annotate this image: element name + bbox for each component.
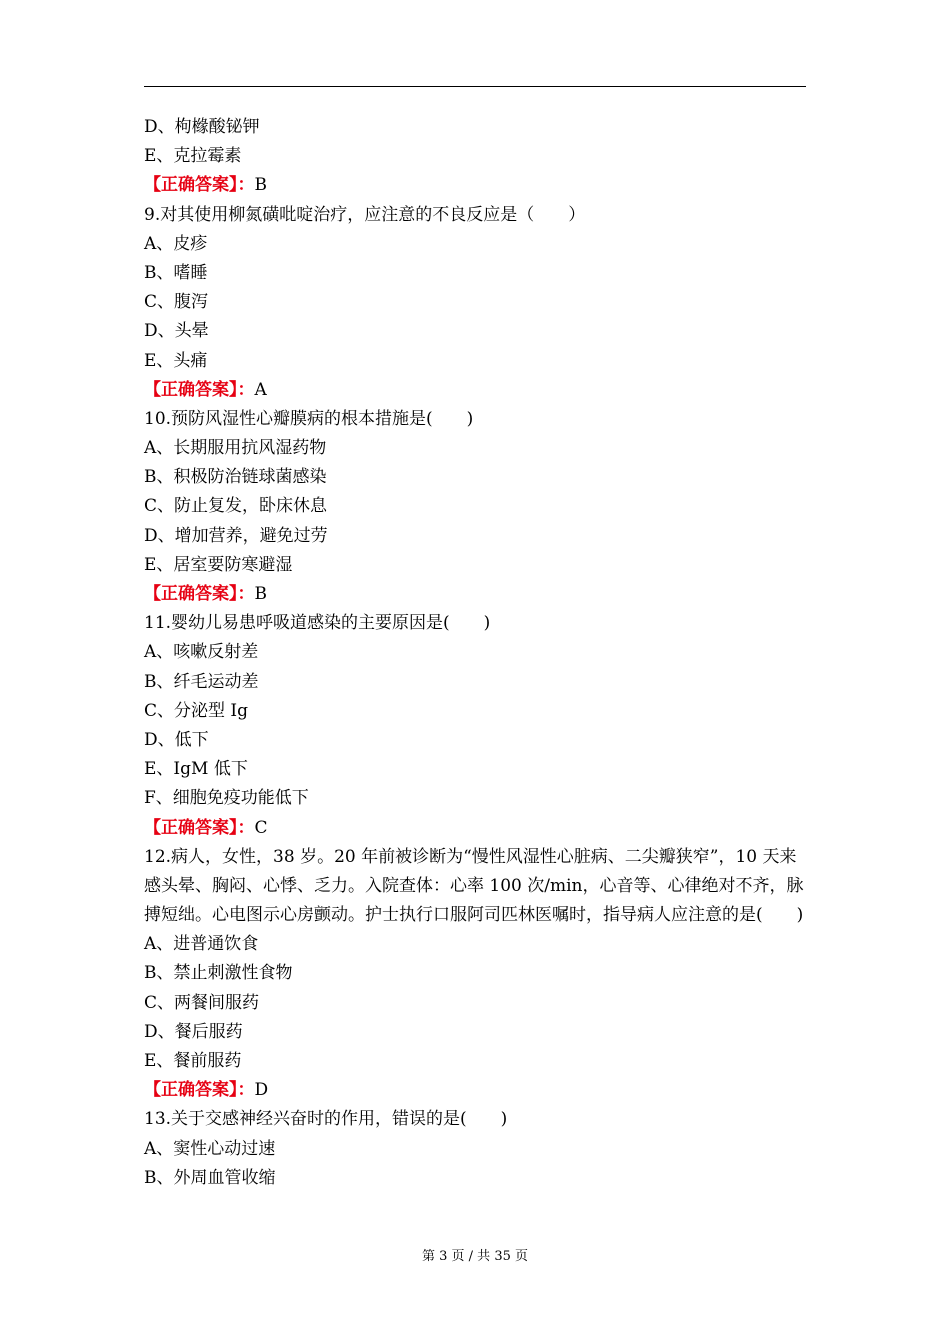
answer-line bbox=[144, 376, 806, 405]
option: D、增加营养，避免过劳 bbox=[144, 525, 328, 546]
option: E、克拉霉素 bbox=[144, 146, 242, 167]
option: B、积极防治链球菌感染 bbox=[144, 467, 327, 488]
answer-value: D bbox=[254, 1080, 269, 1101]
option: C、分泌型 Ig bbox=[144, 700, 249, 721]
question-stem: 12.病人，女性，38 岁。20 年前被诊断为“慢性风湿性心脏病、二尖瓣狭窄”，10 天来感头晕、胸闷、心悸、乏力。入院查体：心率 100 次/min，心音等、心律绝对不齐，脉搏短绌。心电图示心房颤动。护士执行口服阿司匹林医嘱时，指导病人应注意的是( ) bbox=[144, 846, 804, 926]
option: C、两餐间服药 bbox=[144, 992, 260, 1013]
header-rule bbox=[144, 86, 806, 87]
option: B、外周血管收缩 bbox=[144, 1167, 276, 1188]
option: A、咳嗽反射差 bbox=[144, 642, 259, 663]
option: A、长期服用抗风湿药物 bbox=[144, 438, 327, 459]
answer-value: A bbox=[254, 379, 267, 400]
answer-line bbox=[144, 814, 806, 843]
page-footer: 第 3 页 / 共 35 页 bbox=[422, 1249, 528, 1264]
question-stem: 11.婴幼儿易患呼吸道感染的主要原因是( ) bbox=[144, 613, 491, 634]
question-stem: 13.关于交感神经兴奋时的作用，错误的是( ) bbox=[144, 1109, 508, 1130]
answer-value: C bbox=[254, 817, 268, 838]
option: C、防止复发，卧床休息 bbox=[144, 496, 328, 517]
option: D、枸橼酸铋钾 bbox=[144, 117, 260, 137]
option: E、餐前服药 bbox=[144, 1051, 242, 1072]
option: E、头痛 bbox=[144, 350, 208, 371]
answer-value: B bbox=[254, 175, 267, 196]
answer-value: B bbox=[254, 584, 267, 604]
option: D、头晕 bbox=[144, 321, 209, 342]
answer-label: 【正确答案】： bbox=[144, 817, 255, 838]
option: E、IgM 低下 bbox=[144, 759, 248, 780]
answer-label: 【正确答案】： bbox=[144, 379, 255, 400]
option: B、嗜睡 bbox=[144, 262, 208, 283]
option: D、低下 bbox=[144, 729, 209, 750]
answer-line bbox=[144, 580, 806, 609]
question-stem: 9.对其使用柳氮磺吡啶治疗，应注意的不良反应是（ ） bbox=[144, 204, 586, 225]
option: A、进普通饮食 bbox=[144, 934, 259, 955]
option: A、皮疹 bbox=[144, 233, 208, 254]
option: B、纤毛运动差 bbox=[144, 671, 259, 692]
option: E、居室要防寒避湿 bbox=[144, 554, 293, 575]
document-body bbox=[144, 113, 806, 1193]
answer-label: 【正确答案】： bbox=[144, 175, 255, 196]
answer-line bbox=[144, 171, 806, 200]
answer-label: 【正确答案】： bbox=[144, 584, 255, 604]
option: F、细胞免疫功能低下 bbox=[144, 788, 309, 809]
answer-line bbox=[144, 1076, 806, 1105]
answer-label: 【正确答案】： bbox=[144, 1080, 255, 1101]
option: D、餐后服药 bbox=[144, 1021, 243, 1042]
option: A、窦性心动过速 bbox=[144, 1138, 276, 1159]
option: C、腹泻 bbox=[144, 292, 209, 313]
option: B、禁止刺激性食物 bbox=[144, 963, 293, 984]
question-stem: 10.预防风湿性心瓣膜病的根本措施是( ) bbox=[144, 408, 474, 429]
